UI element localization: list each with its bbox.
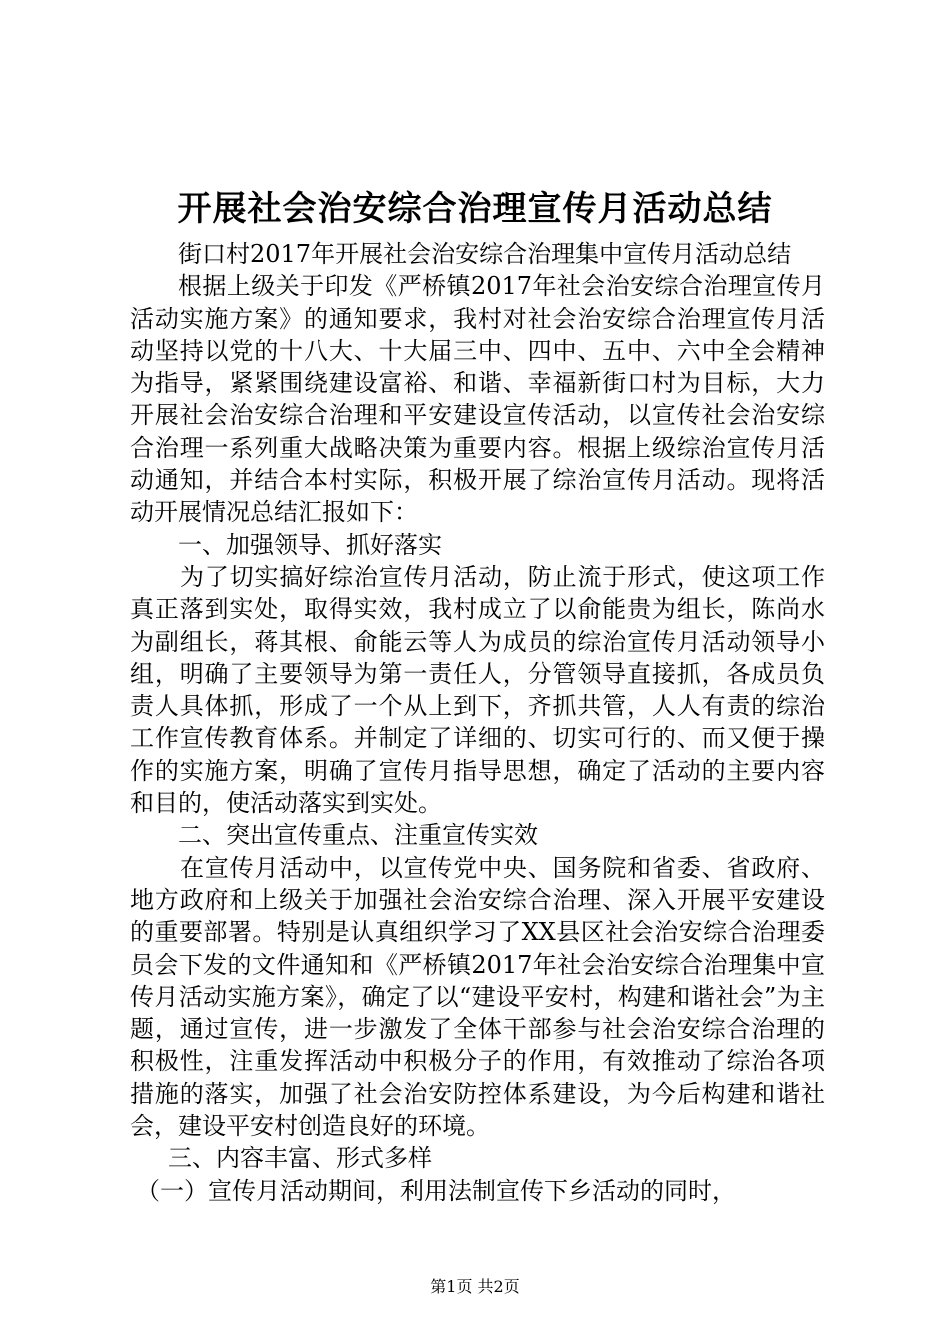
page-number-footer: 第1页 共2页 [430,1277,520,1296]
section-heading-1: 一、加强领导、抓好落实 [178,530,442,559]
paragraph-intro: 根据上级关于印发《严桥镇2017年社会治安综合治理宣传月活动实施方案》的通知要求，我村对社会治安综合治理宣传月活动坚持以党的十八大、十大届三中、四中、五中、六中全会精神为指导，紧紧围绕建设富裕、和谐、幸福新街口村为目标，大力开展社会治安综合治理和平安建设宣传活动，以宣传社会治安综合治理一系列重大战略决策为重要内容。根据上级综治宣传月活动通知，并结合本村实际，积极开展了综治宣传月活动。现将活动开展情况总结汇报如下： [130,272,825,527]
paragraph-section-3-item-1: （一）宣传月活动期间，利用法制宣传下乡活动的同时， [136,1176,736,1205]
section-heading-3: 三、内容丰富、形式多样 [168,1144,432,1173]
document-title: 开展社会治安综合治理宣传月活动总结 [177,189,773,229]
document-body [130,238,825,1207]
section-heading-2: 二、突出宣传重点、注重宣传实效 [178,821,538,850]
paragraph-section-2: 在宣传月活动中，以宣传党中央、国务院和省委、省政府、地方政府和上级关于加强社会治安综合治理、深入开展平安建设的重要部署。特别是认真组织学习了XX县区社会治安综合治理委员会下发的文件通知和《严桥镇2017年社会治安综合治理集中宣传月活动实施方案》，确定了以“建设平安村，构建和谐社会”为主题，通过宣传，进一步激发了全体干部参与社会治安综合治理的积极性，注重发挥活动中积极分子的作用，有效推动了综治各项措施的落实，加强了社会治安防控体系建设，为今后构建和谐社会，建设平安村创造良好的环境。 [130,853,825,1141]
paragraph-section-1: 为了切实搞好综治宣传月活动，防止流于形式，使这项工作真正落到实处，取得实效，我村成立了以俞能贵为组长，陈尚水为副组长，蒋其根、俞能云等人为成员的综治宣传月活动领导小组，明确了主要领导为第一责任人，分管领导直接抓，各成员负责人具体抓，形成了一个从上到下，齐抓共管，人人有责的综治工作宣传教育体系。并制定了详细的、切实可行的、而又便于操作的实施方案，明确了宣传月指导思想，确定了活动的主要内容和目的，使活动落实到实处。 [130,562,825,818]
paragraph-subtitle: 街口村2017年开展社会治安综合治理集中宣传月活动总结 [178,240,792,268]
